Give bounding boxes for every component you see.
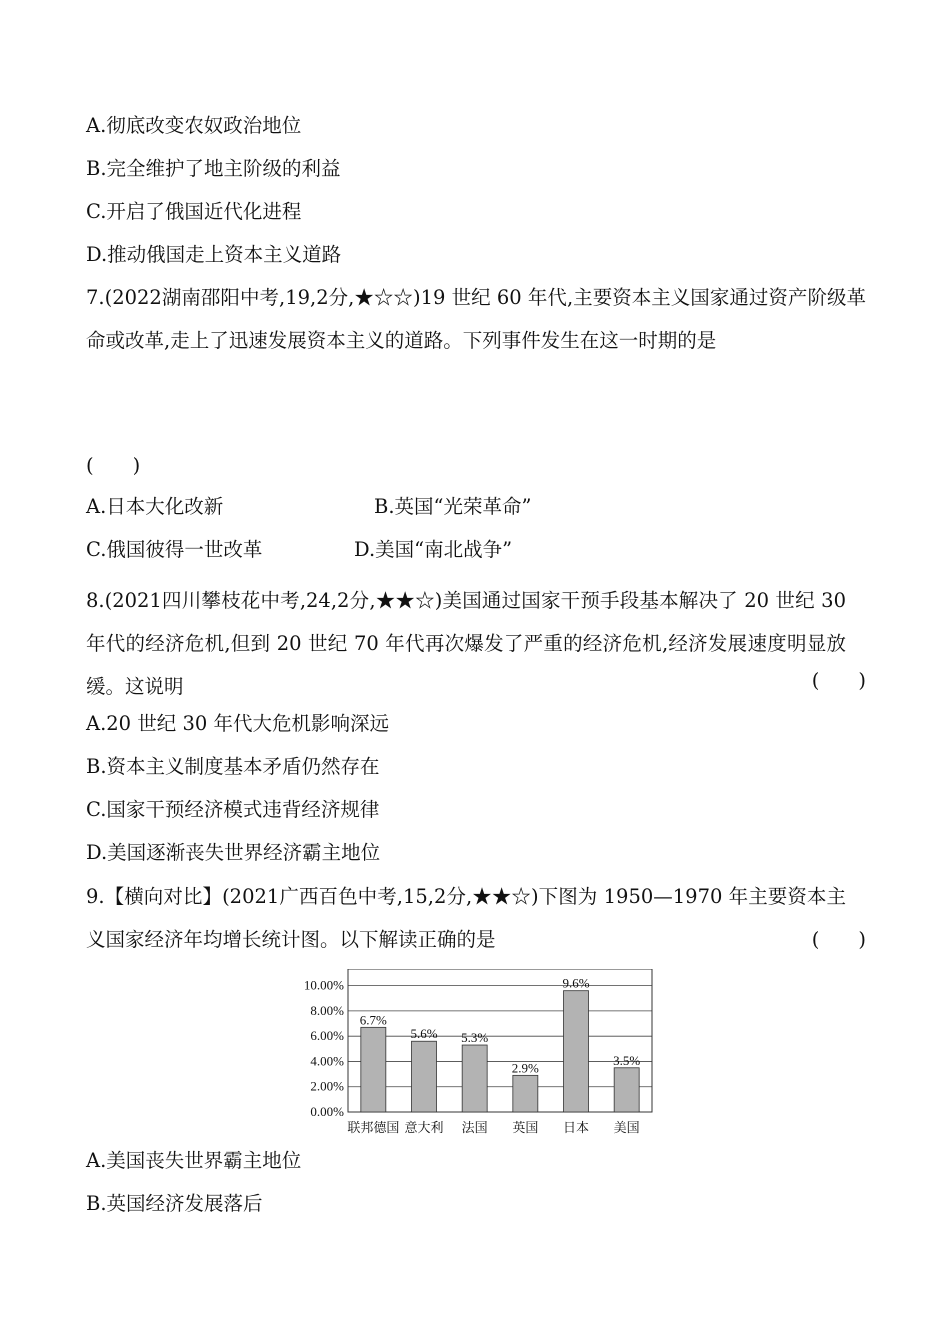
- chart-category-label: 意大利: [404, 1120, 444, 1135]
- q6-option-d: D.推动俄国走上资本主义道路: [86, 243, 342, 266]
- q9-answer-paren: ( ): [811, 928, 866, 951]
- q9-stem: 9.【横向对比】(2021广西百色中考,15,2分,★★☆)下图为 1950—1970 年主要资本主义国家经济年均增长统计图。以下解读正确的是: [86, 885, 846, 951]
- q8-option-a: A.20 世纪 30 年代大危机影响深远: [86, 712, 390, 735]
- chart-data-label: 3.5%: [613, 1052, 641, 1068]
- q8-option-d: D.美国逐渐丧失世界经济霸主地位: [86, 841, 381, 864]
- chart-bar: [614, 1068, 639, 1112]
- chart-y-tick-label: 6.00%: [310, 1028, 344, 1044]
- chart-grid: [348, 986, 652, 1112]
- chart-y-tick-label: 2.00%: [310, 1078, 344, 1094]
- chart-category-label: 英国: [512, 1120, 539, 1135]
- chart-bar: [513, 1075, 538, 1112]
- chart-bar: [564, 991, 589, 1112]
- chart-bar: [361, 1027, 386, 1112]
- q7-option-a: A.日本大化改新: [86, 495, 224, 518]
- q7-options-row-1: [86, 493, 866, 521]
- q6-option-a: A.彻底改变农奴政治地位: [86, 114, 302, 137]
- chart-category-label: 法国: [461, 1120, 488, 1135]
- chart-category-label: 联邦德国: [347, 1120, 400, 1135]
- chart-y-tick-label: 4.00%: [310, 1053, 344, 1069]
- chart-category-labels: [347, 1120, 639, 1135]
- growth-bar-chart: [296, 969, 656, 1141]
- q7-option-b: B.英国“光荣革命”: [374, 495, 532, 518]
- q9-option-b: B.英国经济发展落后: [86, 1192, 263, 1215]
- chart-data-labels: [360, 976, 641, 1076]
- chart-category-label: 日本: [562, 1120, 590, 1135]
- q7-answer-paren: ( ): [86, 454, 141, 477]
- q6-option-c: C.开启了俄国近代化进程: [86, 200, 302, 223]
- q7-option-d: D.美国“南北战争”: [354, 538, 513, 561]
- q7-options-row-2: [86, 536, 866, 564]
- q9-option-a: A.美国丧失世界霸主地位: [86, 1149, 302, 1172]
- chart-plot-frame: [348, 969, 652, 1112]
- chart-bar: [462, 1045, 487, 1112]
- q6-option-b: B.完全维护了地主阶级的利益: [86, 157, 341, 180]
- chart-y-tick-label: 0.00%: [310, 1104, 344, 1119]
- q8-option-c: C.国家干预经济模式违背经济规律: [86, 798, 380, 821]
- chart-axes: [348, 969, 652, 1112]
- chart-bar: [412, 1041, 437, 1112]
- chart-category-label: 美国: [613, 1120, 640, 1135]
- chart-y-tick-labels: [304, 978, 344, 1119]
- q7-stem: 7.(2022湖南邵阳中考,19,2分,★☆☆)19 世纪 60 年代,主要资本主义国家通过资产阶级革命或改革,走上了迅速发展资本主义的道路。下列事件发生在这一时期的是: [86, 286, 866, 352]
- q7-option-c: C.俄国彼得一世改革: [86, 538, 263, 561]
- chart-data-label: 5.6%: [410, 1026, 438, 1042]
- chart-data-label: 9.6%: [562, 975, 590, 991]
- chart-data-label: 5.3%: [461, 1030, 489, 1046]
- chart-y-tick-label: 10.00%: [303, 977, 344, 993]
- chart-data-label: 2.9%: [511, 1060, 539, 1076]
- chart-data-label: 6.7%: [359, 1012, 387, 1028]
- q8-answer-paren: ( ): [811, 669, 866, 692]
- q8-option-b: B.资本主义制度基本矛盾仍然存在: [86, 755, 380, 778]
- chart-y-tick-label: 8.00%: [310, 1002, 344, 1018]
- q8-stem: 8.(2021四川攀枝花中考,24,2分,★★☆)美国通过国家干预手段基本解决了 20 世纪 30 年代的经济危机,但到 20 世纪 70 年代再次爆发了严重的经济危机,经济发展速度明显放缓。这说明: [86, 589, 846, 698]
- chart-bars: [361, 991, 639, 1112]
